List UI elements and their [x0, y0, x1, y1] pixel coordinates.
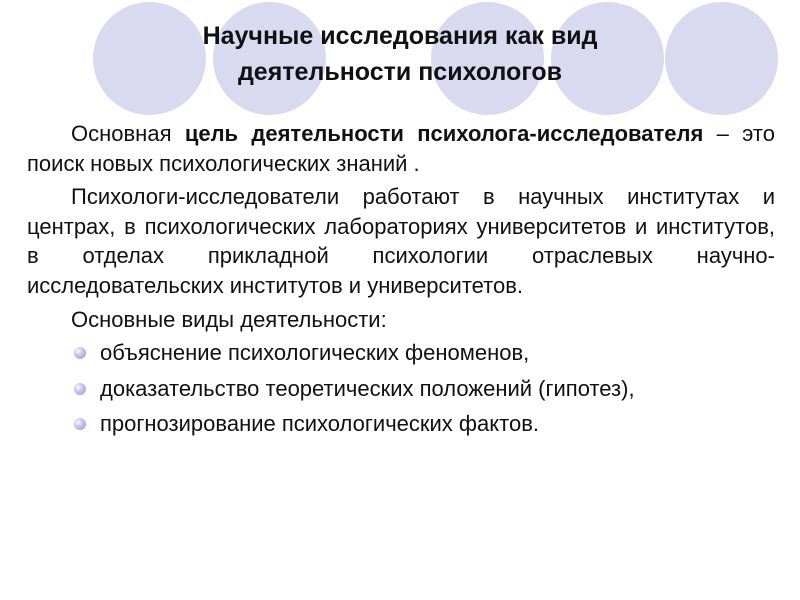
paragraph-workplaces: Психологи-исследователи работают в научных институтах и центрах, в психологических лабораториях университетов и институтов, в отделах прикладной психологии отраслевых научно-исследовательских институтов и университетов. [27, 184, 775, 298]
activities-list [27, 338, 775, 439]
paragraph-goal [27, 119, 775, 178]
bullet-dot-icon [74, 347, 86, 359]
bullet-dot-icon [74, 418, 86, 430]
slide-title [95, 18, 705, 90]
title-line-1: Научные исследования как вид [202, 22, 598, 50]
list-item-text: объяснение психологических феноменов, [100, 340, 530, 366]
title-line-2: деятельности психологов [237, 58, 563, 86]
list-item-text: прогнозирование психологических фактов. [100, 411, 539, 437]
list-item [27, 338, 775, 368]
list-item-text: доказательство теоретических положений (гипотез), [100, 375, 635, 401]
list-item [27, 409, 775, 439]
list-item [27, 374, 775, 404]
bullet-dot-icon [74, 383, 86, 395]
paragraph-activities-heading: Основные виды деятельности: [71, 306, 387, 332]
paragraph-goal-bold: цель деятельности психолога-исследователя [184, 121, 704, 146]
paragraph-goal-text-2: – это поиск новых психологических знаний . [27, 121, 775, 176]
paragraph-goal-text-1: Основная [71, 121, 185, 146]
slide-body [27, 119, 775, 445]
